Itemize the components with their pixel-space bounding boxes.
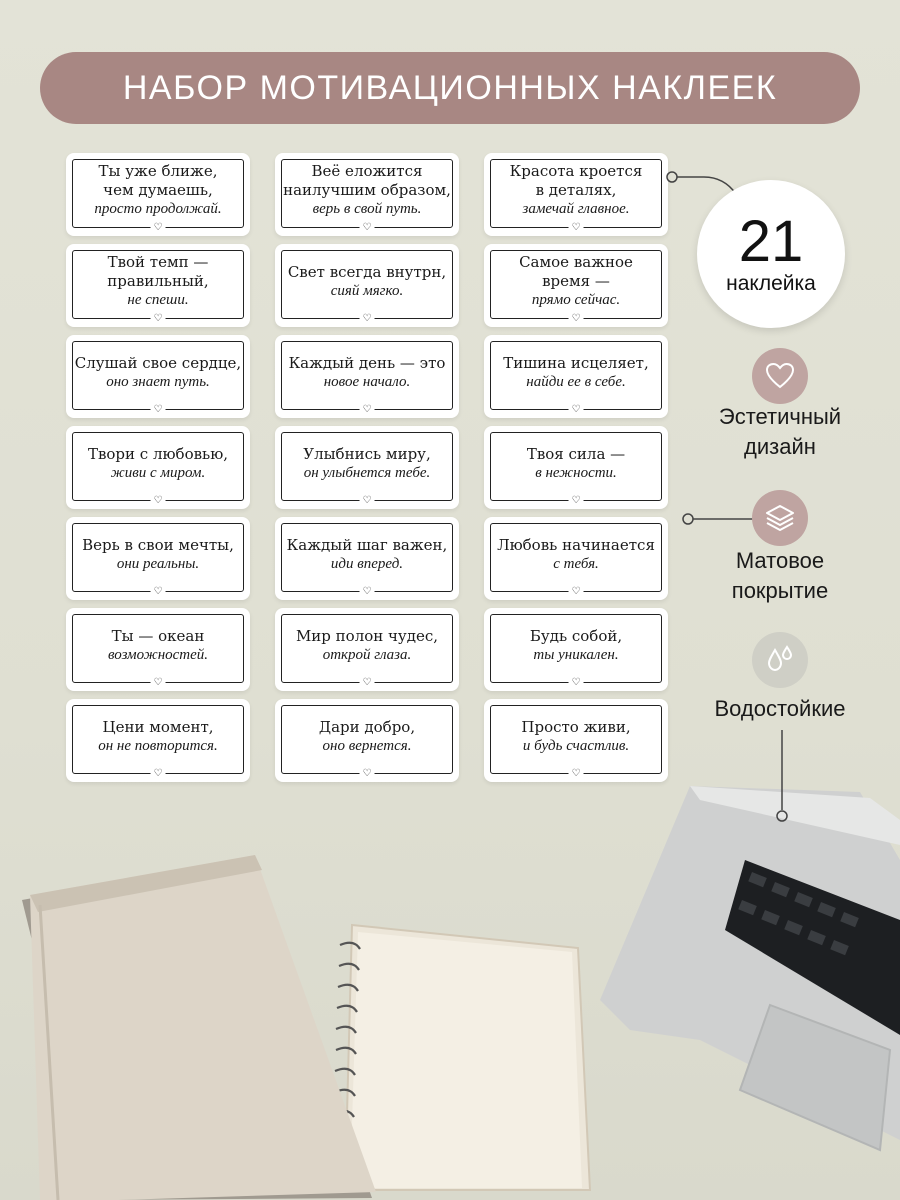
sticker-frame — [490, 614, 662, 688]
small-heart-icon: ♡ — [569, 495, 584, 507]
small-heart-icon: ♡ — [151, 404, 166, 416]
small-heart-icon: ♡ — [569, 404, 584, 416]
connector-line-matte — [680, 510, 760, 530]
small-heart-icon: ♡ — [360, 313, 375, 325]
sticker-frame — [490, 250, 662, 324]
sticker-frame — [281, 159, 453, 233]
small-heart-icon: ♡ — [151, 768, 166, 780]
sticker-italic-text: верь в свой путь. — [312, 201, 422, 217]
sticker-text: Каждый шаг важен, — [286, 535, 448, 554]
sticker-card — [275, 426, 459, 509]
sticker-card — [275, 699, 459, 782]
sticker-italic-text: он улыбнется тебе. — [303, 464, 431, 481]
heart-icon — [752, 348, 808, 404]
spiral-notepad-image — [334, 925, 590, 1190]
count-badge — [697, 180, 845, 328]
sticker-text: Ты — океан — [111, 626, 205, 645]
small-heart-icon: ♡ — [151, 222, 166, 234]
sticker-frame — [72, 159, 244, 233]
sticker-italic-text: и будь счастлив. — [522, 737, 630, 754]
small-heart-icon: ♡ — [569, 677, 584, 689]
sticker-text: Цени момент, — [102, 717, 214, 736]
small-heart-icon: ♡ — [151, 495, 166, 507]
sticker-frame — [281, 432, 453, 506]
sticker-frame — [490, 432, 662, 506]
sticker-text: Твори с любовью, — [87, 444, 229, 463]
sticker-text: Просто живи, — [521, 717, 631, 736]
sticker-italic-text: новое начало. — [323, 373, 411, 390]
sticker-italic-text: просто продолжай. — [94, 201, 222, 217]
sticker-text: Дари добро, — [318, 717, 416, 736]
feature-label-design: Эстетичный дизайн — [718, 404, 842, 459]
layers-icon — [752, 490, 808, 546]
sticker-text: Тишина исцеляет, — [503, 353, 649, 372]
sticker-italic-text: в нежности. — [535, 464, 617, 481]
sticker-card — [484, 426, 668, 509]
sticker-frame — [72, 341, 244, 415]
sticker-card — [484, 517, 668, 600]
sticker-count: 21 — [738, 209, 804, 274]
small-heart-icon: ♡ — [360, 495, 375, 507]
page-title: НАБОР МОТИВАЦИОННЫХ НАКЛЕЕК — [122, 68, 778, 107]
sticker-frame — [72, 705, 244, 779]
sticker-text: Каждый день — это — [288, 353, 446, 372]
sticker-card — [275, 153, 459, 236]
sticker-italic-text: оно вернется. — [322, 737, 412, 754]
sticker-italic-text: замечай главное. — [522, 201, 630, 217]
sticker-frame — [490, 341, 662, 415]
small-heart-icon: ♡ — [360, 677, 375, 689]
sticker-card — [484, 699, 668, 782]
small-heart-icon: ♡ — [360, 404, 375, 416]
sticker-card — [66, 335, 250, 418]
sticker-frame — [490, 523, 662, 597]
sticker-text: Твоя сила — — [526, 444, 626, 463]
sticker-frame — [490, 705, 662, 779]
sticker-card — [484, 335, 668, 418]
sticker-card — [66, 699, 250, 782]
sticker-grid — [66, 153, 668, 782]
sticker-frame — [72, 614, 244, 688]
sticker-text: Верь в свои мечты, — [82, 535, 234, 554]
sticker-card — [66, 244, 250, 327]
sticker-frame — [281, 705, 453, 779]
sticker-card — [66, 608, 250, 691]
small-heart-icon: ♡ — [151, 677, 166, 689]
sticker-text: Любовь начинается — [497, 535, 655, 554]
small-heart-icon: ♡ — [360, 222, 375, 234]
laptop-image — [600, 786, 900, 1150]
small-heart-icon: ♡ — [569, 768, 584, 780]
small-heart-icon: ♡ — [360, 586, 375, 598]
sticker-italic-text: он не повторится. — [98, 737, 218, 754]
sticker-italic-text: не спеши. — [127, 292, 189, 308]
sticker-italic-text: открой глаза. — [322, 646, 412, 663]
sticker-text: Твой темп — — [107, 253, 209, 271]
title-banner — [40, 52, 860, 124]
sticker-italic-text: иди вперед. — [330, 555, 404, 572]
sticker-text: Мир полон чудес, — [295, 626, 439, 645]
connector-line-waterproof — [770, 730, 800, 830]
sticker-count-label: наклейка — [726, 272, 816, 295]
sticker-card — [275, 608, 459, 691]
sticker-frame — [281, 614, 453, 688]
sticker-text: Ты уже ближе, — [98, 162, 218, 180]
sticker-italic-text: ты уникален. — [533, 646, 619, 663]
sticker-text: Будь собой, — [529, 626, 623, 645]
sticker-frame — [281, 341, 453, 415]
feature-label-waterproof: Водостойкие — [714, 696, 846, 721]
sticker-italic-text: они реальны. — [116, 555, 200, 572]
sticker-text: время — — [542, 272, 610, 290]
small-heart-icon: ♡ — [569, 222, 584, 234]
small-heart-icon: ♡ — [569, 586, 584, 598]
sticker-card — [275, 335, 459, 418]
sticker-italic-text: найди ее в себе. — [526, 373, 626, 390]
sticker-italic-text: сияй мягко. — [330, 282, 404, 299]
sticker-frame — [281, 250, 453, 324]
sticker-card — [484, 608, 668, 691]
feature-label-matte: Матовое покрытие — [731, 548, 829, 603]
sticker-text: Самое важное — [519, 253, 633, 271]
sticker-italic-text: с тебя. — [553, 555, 599, 572]
sticker-italic-text: прямо сейчас. — [531, 292, 621, 308]
sticker-card — [275, 517, 459, 600]
sticker-card — [66, 517, 250, 600]
sticker-text: в деталях, — [535, 181, 617, 199]
sticker-italic-text: возможностей. — [107, 646, 209, 663]
sticker-frame — [281, 523, 453, 597]
sticker-card — [275, 244, 459, 327]
sticker-frame — [72, 523, 244, 597]
small-heart-icon: ♡ — [151, 313, 166, 325]
sticker-text: Свет всегда внутрн, — [287, 262, 447, 281]
sticker-text: Веё еложится — [311, 162, 423, 180]
small-heart-icon: ♡ — [360, 768, 375, 780]
sticker-card — [66, 426, 250, 509]
sticker-text: наилучшим образом, — [283, 181, 451, 199]
sticker-text: Улыбнись миру, — [303, 444, 431, 463]
sticker-text: правильный, — [107, 272, 209, 290]
sticker-card — [484, 153, 668, 236]
closed-notebook-image — [22, 855, 376, 1200]
sticker-card — [484, 244, 668, 327]
sticker-frame — [490, 159, 662, 233]
small-heart-icon: ♡ — [151, 586, 166, 598]
sticker-italic-text: оно знает путь. — [106, 373, 210, 390]
sticker-text: Слушай свое сердце, — [74, 353, 242, 372]
water-drops-icon — [752, 632, 808, 688]
sticker-frame — [72, 250, 244, 324]
sticker-card — [66, 153, 250, 236]
sticker-text: Красота кроется — [509, 162, 643, 180]
small-heart-icon: ♡ — [569, 313, 584, 325]
sticker-text: чем думаешь, — [103, 181, 213, 199]
sticker-frame — [72, 432, 244, 506]
sticker-italic-text: живи с миром. — [110, 464, 206, 481]
